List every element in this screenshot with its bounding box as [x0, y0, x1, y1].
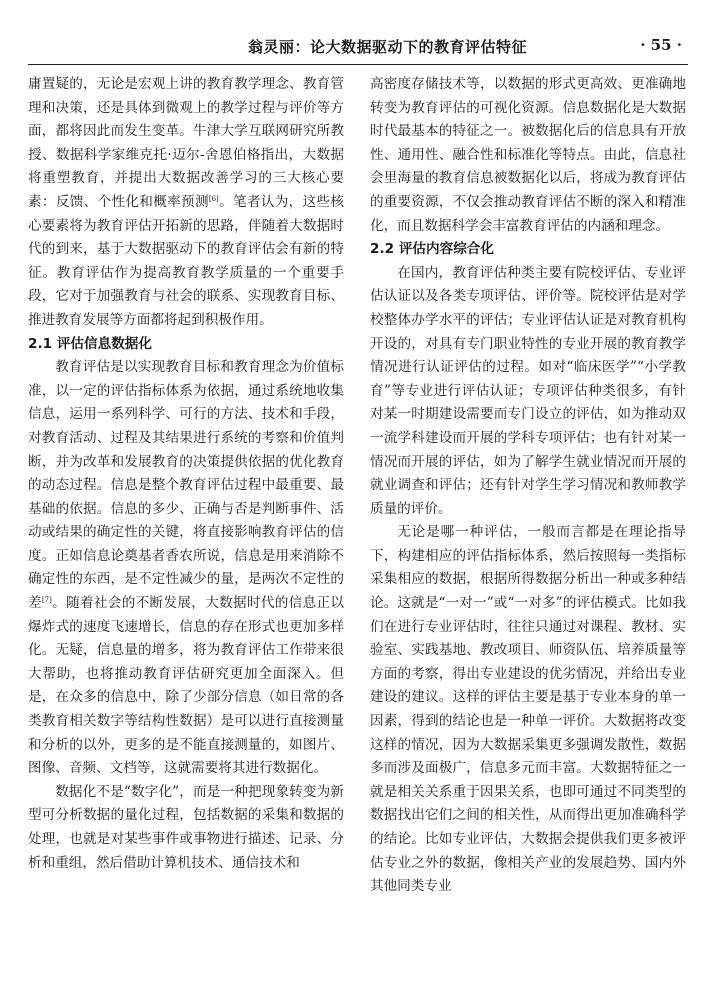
paragraph: 高密度存储技术等，以数据的形式更高效、更准确地转变为教育评估的可视化资源。信息数据化是大数据时代最基本的特征之一。被数据化后的信息具有开放性、通用性、融合性和标准化等特点。由此，信息社会里海量的教育信息被数据化以后，将成为教育评估的重要资源，不仅会推动教育评估不断的深入和精准化，而且数据科学会丰富教育评估的内涵和理念。 [370, 76, 686, 234]
article-body [28, 73, 686, 982]
page-header [28, 30, 688, 65]
citation-ref[interactable]: [7] [41, 596, 52, 605]
page-number: · 55 · [640, 36, 682, 54]
paragraph: 庸置疑的，无论是宏观上讲的教育教学理念、教育管理和决策，还是具体到微观上的教学过程与评价等方面，都将因此而发生变革。牛津大学互联网研究所教授、数据科学家维克托·迈尔-舍恩伯格指出，大数据将重塑教育，并提出大数据改善学习的三大核心要素：反馈、个性化和概率预测[6]。笔者认为，这些核心要素将为教育评估开拓新的思路，伴随着大数据时代的到来，基于大数据驱动下的教育评估会有新的特征。教育评估作为提高教育教学质量的一个重要手段，它对于加强教育与社会的联系、实现教育目标、推进教育发展等方面都将起到积极作用。 [28, 76, 345, 328]
paragraph: 教育评估是以实现教育目标和教育理念为价值标准，以一定的评估指标体系为依据，通过系统地收集信息，运用一系列科学、可行的方法、技术和手段，对教育活动、过程及其结果进行系统的考察和价值判断，并为改革和发展教育的决策提供依据的优化教育的动态过程。信息是整个教育评估过程中最重要、最基础的依据。信息的多少、正确与否是判断事件、活动或结果的确定性的关键，将直接影响教育评估的信度。正如信息论奠基者香农所说，信息是用来消除不确定性的东西，是不定性减少的量，是两次不定性的差[7]。随着社会的不断发展，大数据时代的信息正以爆炸式的速度飞速增长，信息的存在形式也更加多样化。无疑，信息量的增多，将为教育评估工作带来很大帮助，也将推动教育评估研究更加全面深入。但是，在众多的信息中，除了少部分信息（如日常的各类教育相关数字等结构性数据）是可以进行直接测量和分析的以外，更多的是不能直接测量的，如图片、图像、音频、文档等，这就需要将其进行数据化。 [28, 359, 345, 777]
paragraph: 在国内，教育评估种类主要有院校评估、专业评估认证以及各类专项评估、评价等。院校评估是对学校整体办学水平的评估；专业评估认证是对教育机构开设的，对具有专门职业特性的专业开展的教育教学情况进行认证评估的过程。如对“临床医学”“小学教育”等专业进行评估认证；专项评估种类很多，有针对某一时期建设需要而专门设立的评估，如为推动双一流学科建设而开展的学科专项评估；也有针对某一情况而开展的评估，如为了解学生就业情况而开展的就业调查和评估；还有针对学生学习情况和教师教学质量的评价。 [370, 264, 686, 517]
right-column [370, 73, 686, 982]
paragraph: 数据化不是“数字化”，而是一种把现象转变为新型可分析数据的量化过程，包括数据的采集和数据的处理，也就是对某些事件或事物进行描述、记录、分析和重组，然后借助计算机技术、通信技术和 [28, 783, 344, 871]
section-heading-2-2: 2.2 评估内容综合化 [370, 241, 494, 258]
paragraph: 无论是哪一种评估，一般而言都是在理论指导下，构建相应的评估指标体系，然后按照每一类指标采集相应的数据，根据所得数据分析出一种或多种结论。这就是“一对一”或“一对多”的评估模式。比如我们在进行专业评估时，往往只通过对课程、教材、实验室、实践基地、教改项目、师资队伍、培养质量等方面的考察，得出专业建设的优劣情况，并给出专业建设的建议。这样的评估主要是基于专业本身的单一因素，得到的结论也是一种单一评价。大数据将改变这样的情况，因为大数据采集更多强调发散性，数据多而涉及面极广，信息多元而丰富。大数据特征之一就是相关关系重于因果关系，也即可通过不同类型的数据找出它们之间的相关性，从而得出更加准确科学的结论。比如专业评估，大数据会提供我们更多被评估专业之外的数据，像相关产业的发展趋势、国内外其他同类专业 [370, 524, 686, 895]
left-column [28, 73, 344, 982]
citation-ref[interactable]: [6] [208, 194, 219, 203]
running-head: 翁灵丽：论大数据驱动下的教育评估特征 [248, 38, 528, 56]
section-heading-2-1: 2.1 评估信息数据化 [28, 335, 152, 352]
